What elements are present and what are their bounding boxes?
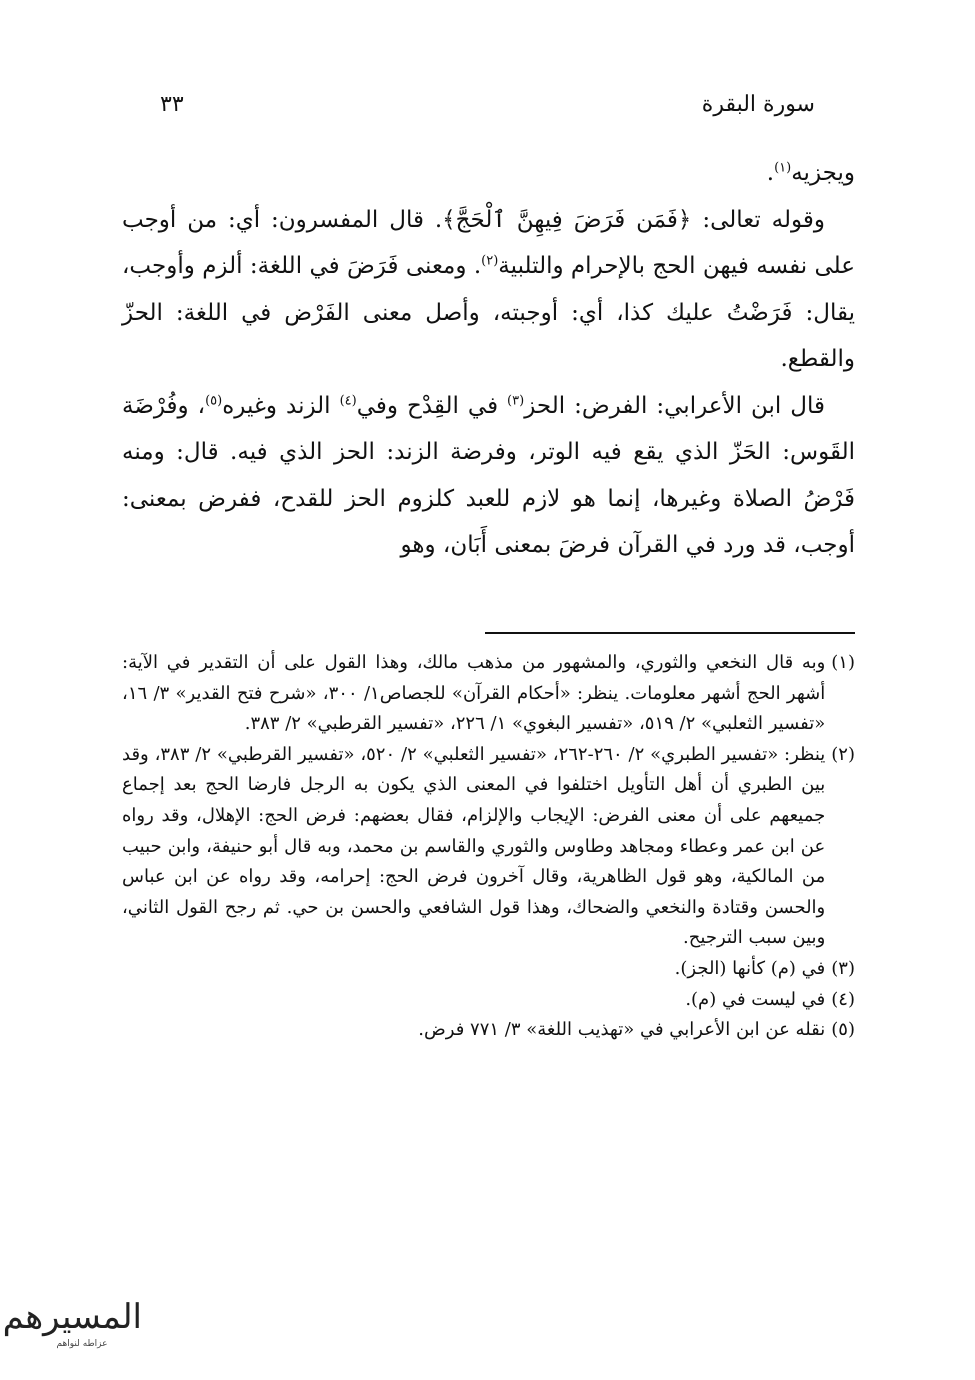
footnote-number: (٥) [831,1019,855,1041]
footnote-ref-1[interactable]: (١) [774,160,792,176]
footnote-4 [122,985,855,1016]
footnote-number: (٤) [831,988,855,1010]
footnote-text: في (م) كأنها (الجز). [674,957,826,979]
footnote-2 [122,740,855,954]
footnote-1 [122,648,855,740]
footnote-text: ينظر: «تفسير الطبري» ٢/ ٢٦٠-٢٦٢، «تفسير الثعلبي» ٢/ ٥٢٠، «تفسير القرطبي» ٢/ ٣٨٣، وقد بين الطبري أن أهل التأويل اختلفوا في المعنى الذي يكون به الرجل فارضا الحج بعد إجماع جميعهم على أن معنى الفرض: الإيجاب والإلزام، فقال بعضهم: فرض الحج: الإهلال، وقد رواه عن ابن عمر وعطاء ومجاهد وطاوس والثوري والقاسم بن محمد، وبه قال أبو حنيفة، وابن حبيب من المالكية، وهو قول الظاهرية، وقال آخرون فرض الحج: إحرامه، وقد رواه عن ابن عباس والحسن وقتادة والنخعي والضحاك، وهذا قول الشافعي والحسن بن حي. ثم رجح القول الثاني، وبين سبب الترجيح. [122,743,826,949]
footnote-ref-2[interactable]: (٢) [481,253,499,269]
footnote-text: نقله عن ابن الأعرابي في «تهذيب اللغة» ٣/ ٧٧١ فرض. [418,1019,826,1041]
logo-title: المسيرهم [2,1297,142,1337]
footnote-number: (٢) [831,743,855,765]
page-header [160,84,815,124]
footnote-5 [122,1015,855,1046]
footnote-divider [485,632,855,634]
paragraph-3: قال ابن الأعرابي: الفرض: الحز$^{(٣)}$ في القِدْح وفي$^{(٤)}$ الزند وغيره$^{(٥)}$، وفُرْضَة القَوس: الحَزّ الذي يقع فيه الوتر، وفرضة الزند: الحز الذي فيه. قال: ومنه فَرْضُ الصلاة وغيرها، إنما هو لازم للعبد كلزوم الحز للقدح، ففرض بمعنى: أوجب، قد ورد في القرآن فرضَ بمعنى أَبَان، وهو [122,392,855,558]
page-number: ٣٣ [160,91,184,117]
footnote-number: (١) [831,652,855,673]
paragraph-1: ويجزيه$^{(١)}$. [766,160,855,186]
footnote-ref-4[interactable]: (٤) [339,392,357,408]
footnote-3 [122,954,855,985]
footnote-ref-3[interactable]: (٣) [507,392,525,408]
main-text [122,150,855,569]
paragraph-2: وقوله تعالى: ﴿فَمَن فَرَضَ فِيهِنَّ ٱلْحَجَّ﴾. قال المفسرون: أي: من أوجب على نفسه فيهن الحج بالإحرام والتلبية$^{(٢)}$. ومعنى فَرَضَ في اللغة: ألزم وأوجب، يقال: فَرَضْتُ عليك كذا، أي: أوجبته، وأصل معنى الفَرْض في اللغة: الحزّ والقطع. [122,206,855,372]
footnotes [122,648,855,1046]
logo-subtitle: عزاطه لنواهم [56,1339,108,1349]
footnote-number: (٣) [831,957,855,979]
surah-title: سورة البقرة [701,91,815,117]
footnote-text: وبه قال النخعي والثوري، والمشهور من مذهب مالك، وهذا القول على أن التقدير في الآية: أشهر الحج أشهر معلومات. ينظر: «أحكام القرآن» للجصاص١/ ٣٠٠، «شرح فتح القدير» ٣/ ١٦، «تفسير الثعلبي» ٢/ ٥١٩، «تفسير البغوي» ١/ ٢٢٦، «تفسير القرطبي» ٢/ ٣٨٣. [122,652,826,735]
publisher-logo [2,1295,142,1365]
footnote-text: في ليست في (م). [685,988,826,1010]
footnote-ref-5[interactable]: (٥) [205,392,223,408]
